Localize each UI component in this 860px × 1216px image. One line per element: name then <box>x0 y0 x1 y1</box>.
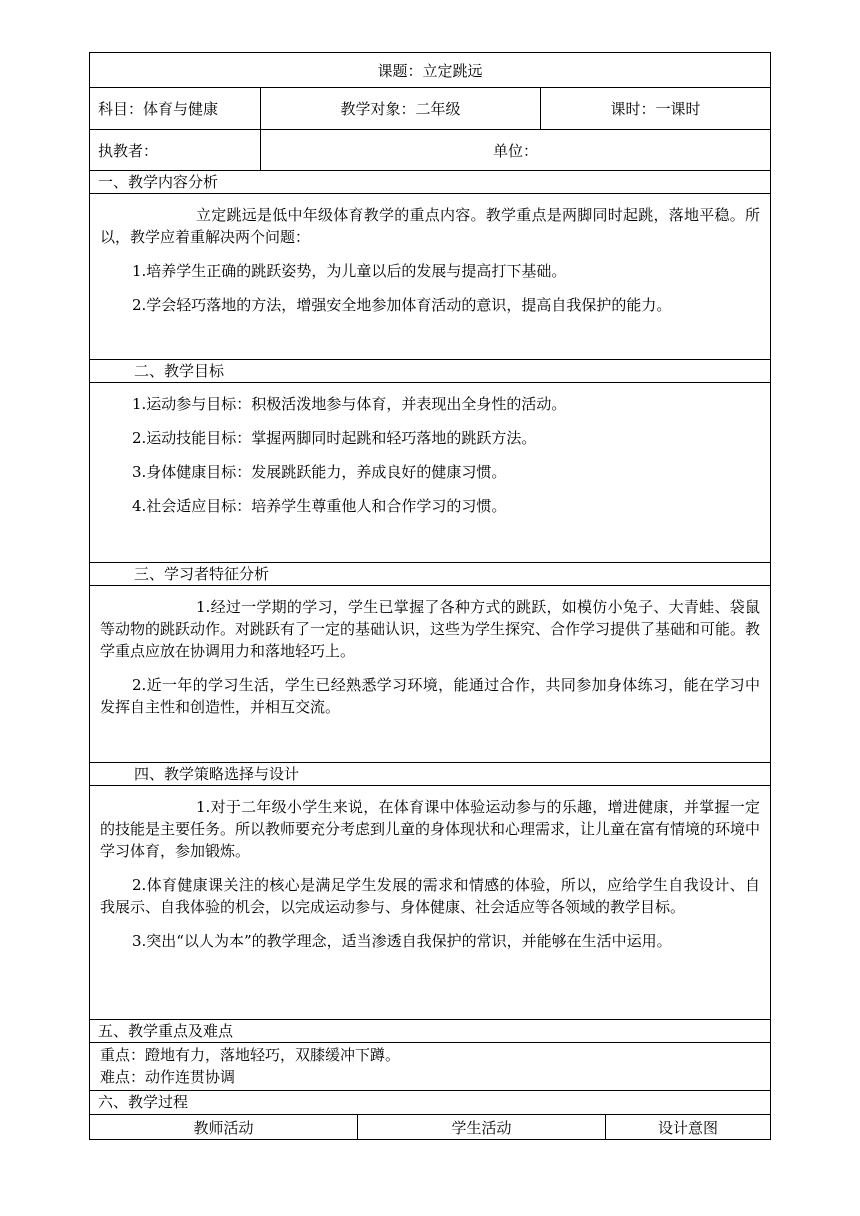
paragraph: 2.体育健康课关注的核心是满足学生发展的需求和情感的体验，所以，应给学生自我设计、自我展示、自我体验的机会，以完成运动参与、身体健康、社会适应等各领域的教学目标。 <box>100 876 760 916</box>
subject-text: 科目：体育与健康 <box>98 100 219 118</box>
section-heading-text: 四、教学策略选择与设计 <box>134 765 300 783</box>
student-activity-header <box>357 1115 605 1139</box>
paragraph: 2.运动技能目标：掌握两脚同时起跳和轻巧落地的跳跃方法。 <box>132 429 537 447</box>
section-goals-body <box>90 383 770 563</box>
section-heading-text: 六、教学过程 <box>98 1093 189 1111</box>
paragraph: 1.培养学生正确的跳跃姿势，为儿童以后的发展与提高打下基础。 <box>132 262 567 280</box>
section-heading-text: 一、教学内容分析 <box>98 173 219 191</box>
teacher-cell <box>90 130 260 170</box>
process-header-row <box>90 1115 770 1139</box>
lesson-title: 课题：立定跳远 <box>377 61 483 80</box>
info-row-2 <box>90 130 770 171</box>
section-heading-text: 二、教学目标 <box>134 362 225 380</box>
section-strategy-heading <box>90 763 770 786</box>
paragraph: 3.突出“以人为本”的教学理念，适当渗透自我保护的常识，并能够在生活中运用。 <box>132 932 672 950</box>
paragraph: 立定跳远是低中年级体育教学的重点内容。教学重点是两脚同时起跳，落地平稳。所以，教学应着重解决两个问题： <box>100 206 760 246</box>
section-keypoints-body <box>90 1043 770 1091</box>
lesson-plan-table <box>89 52 771 1140</box>
audience-text: 教学对象：二年级 <box>340 100 461 118</box>
paragraph: 2.近一年的学习生活，学生已经熟悉学习环境，能通过合作，共同参加身体练习，能在学习中发挥自主性和创造性，并相互交流。 <box>100 676 760 716</box>
paragraph: 4.社会适应目标：培养学生尊重他人和合作学习的习惯。 <box>132 497 507 515</box>
section-keypoints-heading <box>90 1020 770 1043</box>
paragraph: 3.身体健康目标：发展跳跃能力，养成良好的健康习惯。 <box>132 463 507 481</box>
unit-cell <box>260 130 770 170</box>
teacher-text: 执教者： <box>98 141 159 160</box>
title-row <box>90 53 770 88</box>
section-process-heading <box>90 1091 770 1115</box>
unit-text: 单位： <box>492 141 538 160</box>
paragraph: 1.经过一学期的学习，学生已掌握了各种方式的跳跃，如模仿小兔子、大青蛙、袋鼠等动物的跳跃动作。对跳跃有了一定的基础认识，这些为学生探究、合作学习提供了基础和可能。教学重点应放在协调用力和落地轻巧上。 <box>100 598 761 660</box>
info-row-1 <box>90 88 770 130</box>
section-learners-body <box>90 586 770 763</box>
section-content-body <box>90 194 770 360</box>
subject-cell <box>90 88 260 129</box>
column-header-text: 设计意图 <box>657 1118 718 1137</box>
hours-cell <box>540 88 770 129</box>
teacher-activity-header <box>90 1115 357 1139</box>
paragraph: 1.对于二年级小学生来说，在体育课中体验运动参与的乐趣，增进健康，并掌握一定的技能是主要任务。所以教师要充分考虑到儿童的身体现状和心理需求，让儿童在富有情境的环境中学习体育，参加锻炼。 <box>100 798 761 860</box>
hours-text: 课时：一课时 <box>610 100 701 118</box>
difficulty-text: 难点：动作连贯协调 <box>100 1068 236 1086</box>
section-content-heading <box>90 171 770 194</box>
column-header-text: 学生活动 <box>451 1118 512 1137</box>
section-heading-text: 五、教学重点及难点 <box>98 1022 234 1040</box>
paragraph: 1.运动参与目标：积极活泼地参与体育，并表现出全身性的活动。 <box>132 395 567 413</box>
section-learners-heading <box>90 563 770 586</box>
paragraph: 2.学会轻巧落地的方法，增强安全地参加体育活动的意识，提高自我保护的能力。 <box>132 296 672 314</box>
audience-cell <box>260 88 540 129</box>
section-heading-text: 三、学习者特征分析 <box>134 565 270 583</box>
section-goals-heading <box>90 360 770 383</box>
column-header-text: 教师活动 <box>193 1118 254 1137</box>
key-point-text: 重点：蹬地有力，落地轻巧，双膝缓冲下蹲。 <box>100 1046 401 1064</box>
design-intent-header <box>605 1115 770 1139</box>
section-strategy-body <box>90 786 770 1020</box>
